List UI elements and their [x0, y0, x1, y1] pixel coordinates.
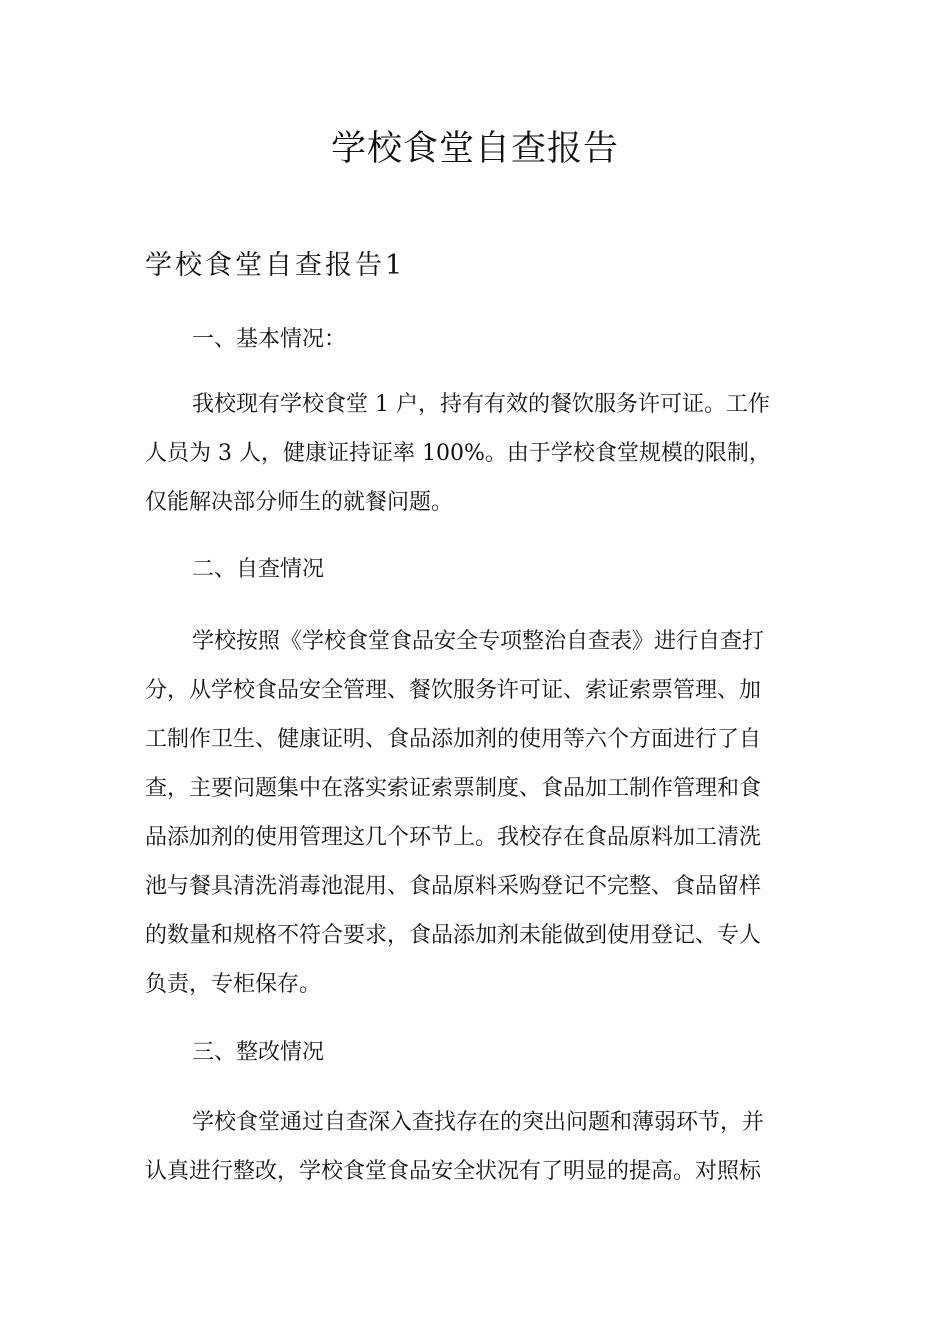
- document-title: 学校食堂自查报告: [330, 129, 619, 169]
- text-line: 学校按照《学校食堂食品安全专项整治自查表》进行自查打: [192, 629, 765, 654]
- text-line: 品添加剂的使用管理这几个环节上。我校存在食品原料加工清洗: [145, 825, 762, 850]
- section-title: 学校食堂自查报告1: [145, 250, 406, 281]
- text-line: 池与餐具清洗消毒池混用、食品原料采购登记不完整、食品留样: [145, 874, 762, 899]
- paragraph-rectification: [145, 1098, 810, 1196]
- heading-self-inspection: 二、自查情况: [192, 557, 325, 582]
- text-line: 工制作卫生、健康证明、食品添加剂的使用等六个方面进行了自: [145, 727, 762, 752]
- text-line: 学校食堂通过自查深入查找存在的突出问题和薄弱环节，并: [192, 1110, 765, 1135]
- text-line: 查，主要问题集中在落实索证索票制度、食品加工制作管理和食: [145, 776, 762, 801]
- text-line: 分，从学校食品安全管理、餐饮服务许可证、索证索票管理、加: [145, 678, 762, 703]
- paragraph-basic-situation: [145, 380, 810, 527]
- heading-rectification: 三、整改情况: [192, 1040, 325, 1065]
- heading-basic-situation: 一、基本情况：: [192, 327, 347, 352]
- text-line: 人员为 3 人，健康证持证率 100%。由于学校食堂规模的限制，: [145, 441, 771, 466]
- text-line: 的数量和规格不符合要求，食品添加剂未能做到使用登记、专人: [145, 923, 762, 948]
- text-line: 认真进行整改，学校食堂食品安全状况有了明显的提高。对照标: [145, 1159, 762, 1184]
- paragraph-self-inspection: [145, 617, 810, 1009]
- text-line: 负责，专柜保存。: [145, 972, 322, 997]
- text-line: 仅能解决部分师生的就餐问题。: [145, 490, 454, 515]
- text-line: 我校现有学校食堂 1 户，持有有效的餐饮服务许可证。工作: [192, 392, 770, 417]
